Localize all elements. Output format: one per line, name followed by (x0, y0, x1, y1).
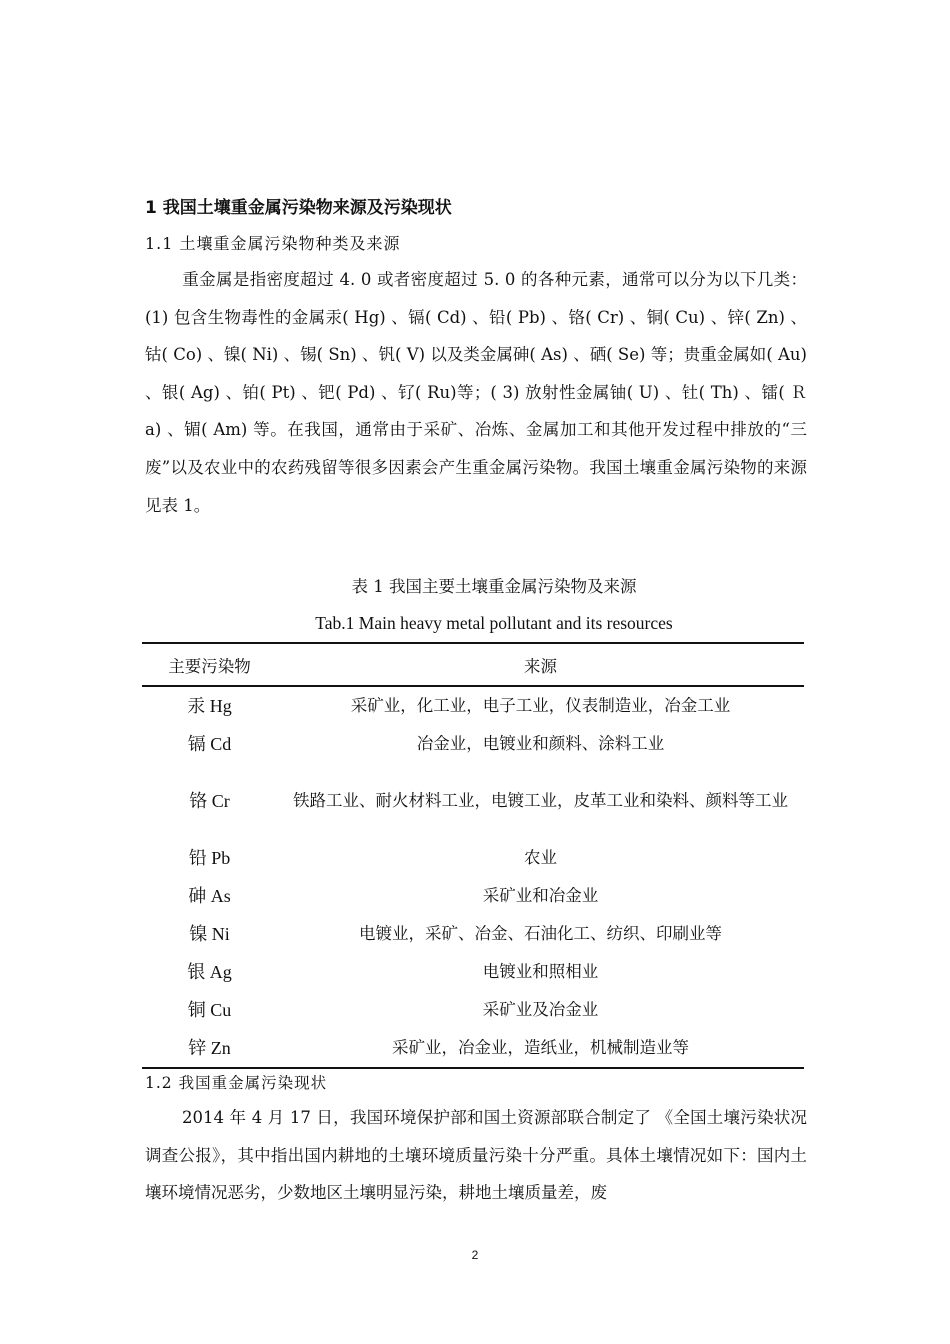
pollutant-cell: 汞 Hg (187, 696, 232, 716)
table-row (142, 839, 804, 877)
pollutant-cell: 铅 Pb (188, 848, 231, 868)
source-cell: 电镀业，采矿、冶金、石油化工、纺织、印刷业等 (359, 924, 722, 943)
paragraph-pollution-status (145, 1099, 807, 1212)
paragraph-heavy-metal-definition (145, 261, 807, 524)
source-cell: 农业 (524, 848, 557, 867)
pollutant-cell: 砷 As (188, 886, 231, 906)
table-row (142, 953, 804, 991)
source-cell: 采矿业及冶金业 (482, 1000, 599, 1019)
table-caption-chinese: 表 1 我国主要土壤重金属污染物及来源 (351, 577, 637, 596)
source-cell: 电镀业和照相业 (482, 962, 599, 981)
table-row (142, 991, 804, 1029)
paragraph-text: 重金属是指密度超过 4. 0 或者密度超过 5. 0 的各种元素，通常可以分为以下几类：(1) 包含生物毒性的金属汞( Hg) 、镉( Cd) 、铅( Pb) 、铬( Cr) 、铜( Cu) 、锌( Zn) 、钴( Co) 、镍( Ni) 、锡( Sn) 、钒( V) 以及类金属砷( As) 、硒( Se) 等；贵重金属如( Au) 、银( Ag) 、铂( Pt) 、钯( Pd) 、钌( Ru)等；( 3) 放射性金属铀( U) 、钍( Th) 、镭( Ｒa) 、镅( Am) 等。在我国，通常由于采矿、冶炼、金属加工和其他开发过程中排放的“三废”以及农业中的农药残留等很多因素会产生重金属污染物。我国土壤重金属污染物的来源见表 1。 (145, 270, 807, 515)
subsection-heading-1-2: 1.2 我国重金属污染现状 (145, 1074, 328, 1092)
source-cell: 采矿业，冶金业，造纸业，机械制造业等 (277, 1029, 804, 1068)
pollutant-cell: 锌 Zn (142, 1029, 277, 1068)
source-cell: 采矿业和冶金业 (482, 886, 599, 905)
pollutant-cell: 镉 Cd (187, 734, 232, 754)
page-number: 2 (471, 1248, 479, 1262)
paragraph-text: 2014 年 4 月 17 日，我国环境保护部和国土资源部联合制定了 《全国土壤污染状况调查公报》，其中指出国内耕地的土壤环境质量污染十分严重。具体土壤情况如下：国内土壤环境情况恶劣，少数地区土壤明显污染，耕地土壤质量差，废 (145, 1108, 807, 1203)
table-row (142, 877, 804, 915)
table-row (142, 725, 804, 763)
table-caption-english: Tab.1 Main heavy metal pollutant and its resources (315, 613, 673, 633)
column-header-source: 来源 (277, 643, 804, 686)
column-header-pollutant: 主要污染物 (142, 643, 277, 686)
table-row (142, 915, 804, 953)
pollutant-cell: 银 Ag (187, 962, 232, 982)
source-cell: 冶金业，电镀业和颜料、涂料工业 (416, 734, 665, 753)
table-row (142, 686, 804, 725)
table-header-row (142, 643, 804, 686)
subsection-heading-1-1: 1.1 土壤重金属污染物种类及来源 (145, 234, 401, 253)
pollutant-sources-table (142, 642, 804, 1069)
source-cell: 采矿业，化工业，电子工业，仪表制造业，冶金工业 (350, 696, 731, 715)
pollutant-cell: 铜 Cu (187, 1000, 232, 1020)
section-heading: 1 我国土壤重金属污染物来源及污染现状 (145, 198, 452, 218)
source-cell: 铁路工业、耐火材料工业，电镀工业，皮革工业和染料、颜料等工业 (293, 791, 788, 810)
table-row (142, 1029, 804, 1068)
pollutant-cell: 铬 Cr (189, 791, 230, 811)
table-row (142, 763, 804, 839)
pollutant-cell: 镍 Ni (189, 924, 230, 944)
